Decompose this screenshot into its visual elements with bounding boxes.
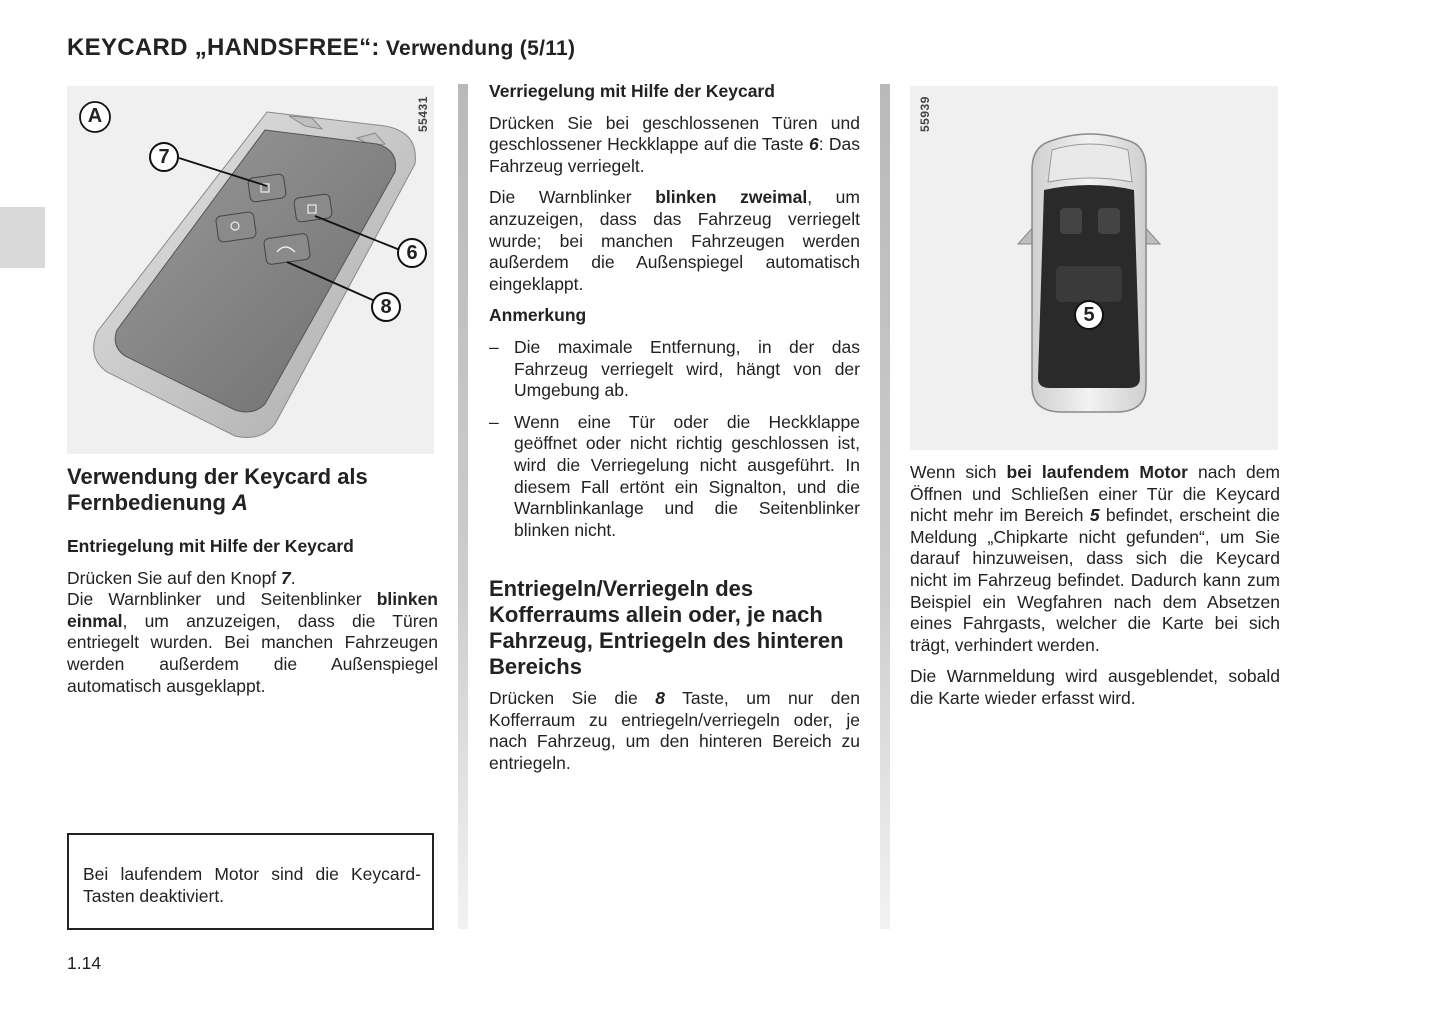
column-1	[67, 464, 438, 697]
column-2	[489, 81, 860, 775]
heading-line-1: Verwendung der Keycard als	[67, 464, 368, 489]
figure-label-a: A	[87, 105, 103, 127]
car-illustration	[910, 86, 1278, 450]
remark-heading: Anmerkung	[489, 305, 587, 326]
paragraph-1: Drücken Sie auf den Knopf 7.	[67, 567, 296, 588]
paragraph-lock-2: Die Warnblinker blinken zweimal, um anzuzeigen, dass das Fahrzeug verriegelt wurde; bei manchen Fahrzeugen werden außerdem die Außenspiegel automatisch eingeklappt.	[489, 187, 860, 294]
callout-6: 6	[397, 238, 427, 268]
callout-8: 8	[371, 292, 401, 322]
note-text: Bei laufendem Motor sind die Keycard-Tasten deaktiviert.	[83, 864, 421, 906]
section-heading	[67, 464, 438, 516]
column-3	[910, 462, 1280, 710]
keycard-figure	[67, 86, 434, 454]
column-divider-1	[458, 84, 468, 929]
title-bold: KEYCARD „HANDSFREE“:	[67, 34, 380, 61]
car-figure	[910, 86, 1278, 450]
keycard-illustration	[67, 86, 434, 454]
page-number: 1.14	[67, 953, 102, 973]
heading-ref: A	[232, 490, 248, 515]
paragraph-2: Die Warnblinker und Seitenblinker blinken einmal, um anzuzeigen, dass die Türen entriegelt wurden. Bei manchen Fahrzeugen werden außerdem die Außenspiegel automatisch ausgeklappt.	[67, 589, 438, 696]
subhead-unlock: Entriegelung mit Hilfe der Keycard	[67, 536, 354, 556]
trunk-heading: Entriegeln/Verriegeln des Kofferraums allein oder, je nach Fahrzeug, Entriegeln des hinteren Bereichs	[489, 576, 844, 680]
page-title	[67, 34, 575, 62]
chapter-tab	[0, 207, 45, 268]
heading-line-2: Fernbedienung	[67, 490, 232, 515]
paragraph-warning: Die Warnmeldung wird ausgeblendet, sobald die Karte wieder erfasst wird.	[910, 666, 1280, 708]
callout-5: 5	[1074, 300, 1104, 330]
paragraph-engine: Wenn sich bei laufendem Motor nach dem Öffnen und Schließen einer Tür die Keycard nicht mehr im Bereich 5 befindet, erscheint die Meldung „Chipkarte nicht gefunden“, um Sie darauf hinzuweisen, dass sich die Keycard nicht im Fahrzeug befindet. Dadurch kann zum Beispiel ein Wegfahren nach dem Absetzen eines Fahrgasts, welcher die Karte bei sich trägt, verhindert werden.	[910, 462, 1281, 655]
subhead-lock: Verriegelung mit Hilfe der Keycard	[489, 81, 775, 101]
figure-number: 55431	[416, 96, 430, 132]
note-box	[67, 833, 434, 930]
paragraph-trunk: Drücken Sie die 8 Taste, um nur den Kofferraum zu entriegeln/verriegeln oder, je nach Fahrzeug, um den hinteren Bereich zu entriegeln.	[489, 688, 860, 774]
title-rest: Verwendung (5/11)	[379, 37, 576, 60]
callout-7: 7	[149, 142, 179, 172]
remark-item-2: – Wenn eine Tür oder die Heckklappe geöffnet oder nicht richtig geschlossen ist, wird die Verriegelung nicht ausgeführt. In diesem Fall ertönt ein Signalton, und die Warnblinkanlage und die Seitenblinker blinken nicht.	[489, 411, 860, 540]
figure-number-b: 55939	[918, 96, 932, 132]
remark-item-1: – Die maximale Entfernung, in der das Fahrzeug verriegelt wird, hängt von der Umgebung ab.	[489, 336, 860, 401]
column-divider-2	[880, 84, 890, 929]
paragraph-lock-1: Drücken Sie bei geschlossenen Türen und geschlossener Heckklappe auf die Taste 6: Das Fahrzeug verriegelt.	[489, 112, 860, 176]
